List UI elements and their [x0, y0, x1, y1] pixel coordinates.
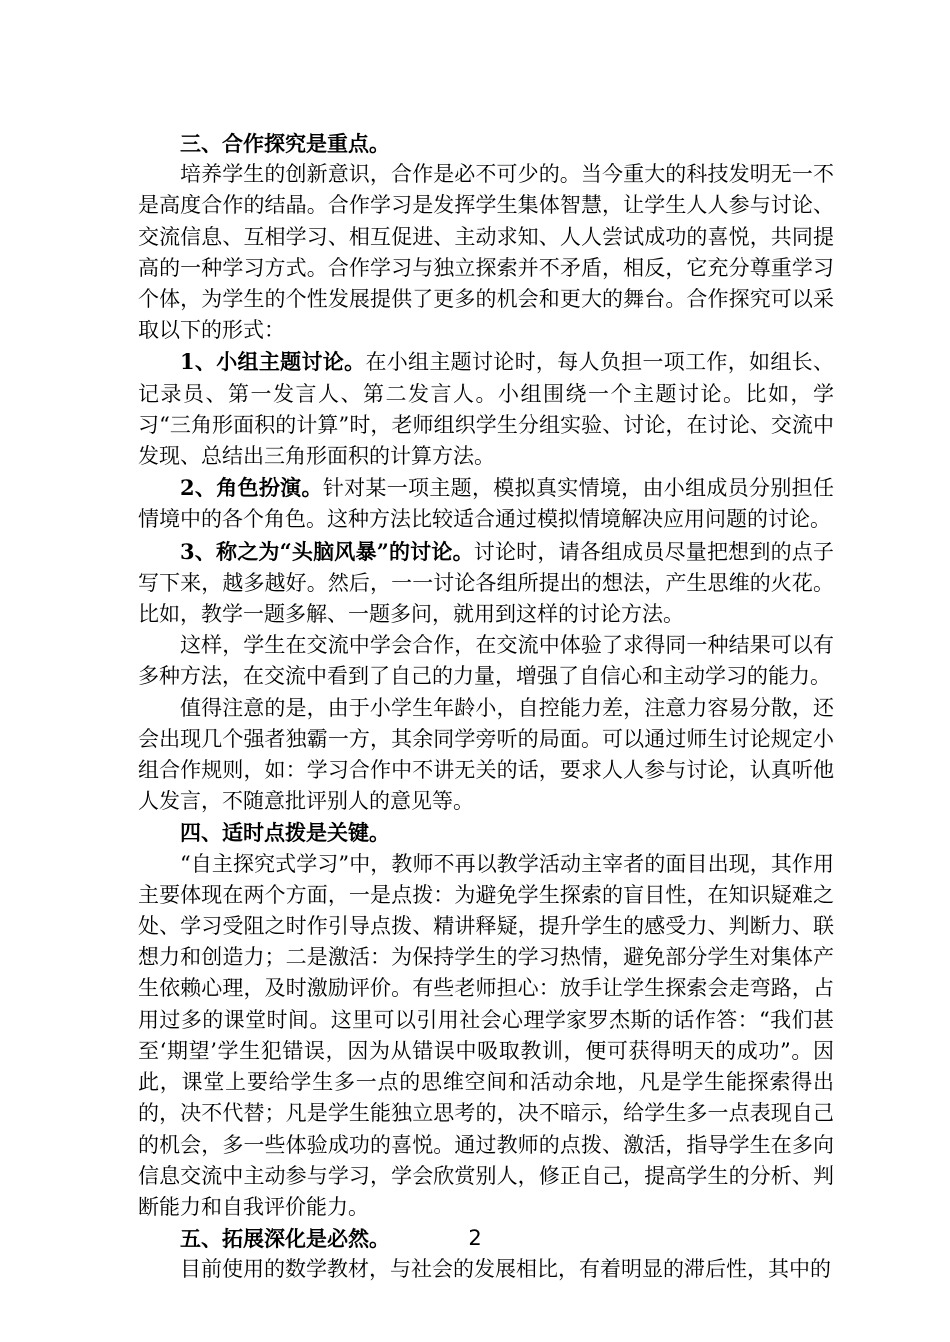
section-3-summary-paragraph: 这样，学生在交流中学会合作，在交流中体验了求得同一种结果可以有多种方法，在交流中看到了自己的力量，增强了自信心和主动学习的能力。 — [138, 633, 834, 689]
section-4-paragraph: “自主探究式学习”中，教师不再以教学活动主宰者的面目出现，其作用主要体现在两个方面，一是点拨：为避免学生探索的盲目性，在知识疑难之处、学习受阻之时作引导点拨、精讲释疑，提升学生的感受力、判断力、联想力和创造力；二是激活：为保持学生的学习热情，避免部分学生对集体产生依赖心理，及时激励评价。有些老师担心：放手让学生探索会走弯路，占用过多的课堂时间。这里可以引用社会心理学家罗杰斯的话作答：“我们甚至‘期望’学生犯错误，因为从错误中吸取教训，便可获得明天的成功”。因此，课堂上要给学生多一点的思维空间和活动余地，凡是学生能探索得出的，决不代替；凡是学生能独立思考的，决不暗示，给学生多一点表现自己的机会，多一些体验成功的喜悦。通过教师的点拨、激活，指导学生在多向信息交流中主动参与学习，学会欣赏别人，修正自己，提高学生的分析、判断能力和自我评价能力。 — [138, 851, 834, 1219]
section-3-heading: 三、合作探究是重点。 — [180, 131, 390, 156]
list-item-text: 讨论时，请各组成员尽量把想到的点子写下来，越多越好。然后，一一讨论各组所提出的想法，产生思维的火花。比如，教学一题多解、一题多问，就用到这样的讨论方法。 — [138, 539, 834, 627]
section-3-intro-paragraph: 培养学生的创新意识，合作是必不可少的。当今重大的科技发明无一不是高度合作的结晶。合作学习是发挥学生集体智慧，让学生人人参与讨论、交流信息、互相学习、相互促进、主动求知、人人尝试成功的喜悦，共同提高的一种学习方式。合作学习与独立探索并不矛盾，相反，它充分尊重学习个体，为学生的个性发展提供了更多的机会和更大的舞台。合作探究可以采取以下的形式： — [138, 162, 834, 343]
list-item-lead: 3、称之为“头脑风暴”的讨论。 — [180, 538, 474, 564]
list-item-brainstorm — [138, 536, 834, 631]
list-item-lead: 1、小组主题讨论。 — [180, 349, 366, 375]
list-item-role-play — [138, 472, 834, 535]
document-body — [138, 128, 834, 1286]
page-number: 2 — [468, 1226, 482, 1250]
section-5-heading: 五、拓展深化是必然。 — [180, 1226, 390, 1252]
section-4-heading: 四、适时点拨是关键。 — [180, 820, 390, 846]
list-item-text: 在小组主题讨论时，每人负担一项工作，如组长、记录员、第一发言人、第二发言人。小组围绕一个主题讨论。比如，学习“三角形面积的计算”时，老师组织学生分组实验、讨论，在讨论、交流中发现、总结出三角形面积的计算方法。 — [138, 350, 834, 469]
section-5-paragraph: 目前使用的数学教材，与社会的发展相比，有着明显的滞后性，其中的 — [180, 1257, 831, 1282]
list-item-lead: 2、角色扮演。 — [180, 475, 323, 501]
section-3-note-paragraph: 值得注意的是，由于小学生年龄小，自控能力差，注意力容易分散，还会出现几个强者独霸一方，其余同学旁听的局面。可以通过师生讨论规定小组合作规则，如：学习合作中不讲无关的话，要求人人参与讨论，认真听他人发言，不随意批评别人的意见等。 — [138, 695, 834, 814]
list-item-text: 针对某一项主题，模拟真实情境，由小组成员分别担任情境中的各个角色。这种方法比较适合通过模拟情境解决应用问题的讨论。 — [138, 476, 834, 532]
list-item-group-discussion — [138, 346, 834, 472]
